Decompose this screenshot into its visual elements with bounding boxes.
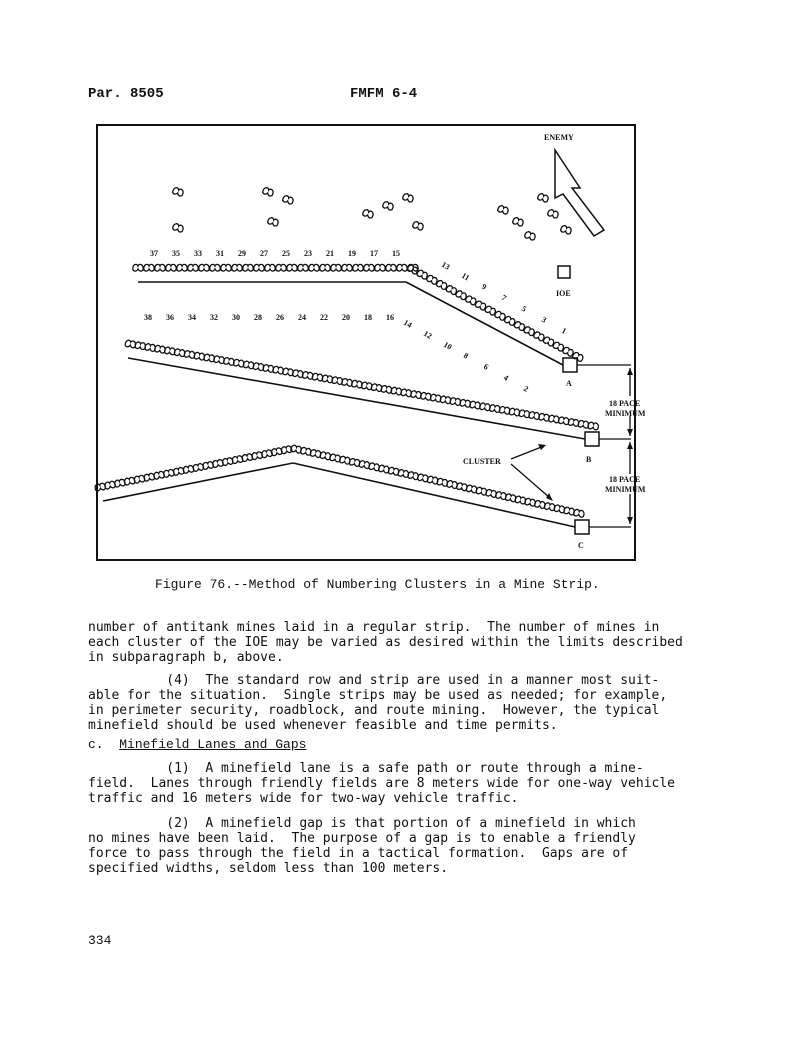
strip-centerline <box>293 463 575 527</box>
mine-cluster <box>271 447 282 456</box>
cluster-number: 33 <box>194 249 202 258</box>
mine-cluster <box>155 264 165 271</box>
cluster-number: 18 <box>364 313 372 322</box>
cluster-number: 30 <box>232 313 240 322</box>
mine-cluster <box>144 473 155 482</box>
mine-cluster <box>386 264 396 271</box>
mine-cluster <box>309 264 319 271</box>
mine-cluster <box>134 475 145 484</box>
mine-cluster <box>188 264 198 271</box>
mine-cluster <box>573 509 584 518</box>
mine-cluster <box>572 351 584 362</box>
mine-cluster <box>199 264 209 271</box>
mine-cluster <box>320 264 330 271</box>
paragraph-gaps: (2) A minefield gap is that portion of a minefield in which no mines have been laid. The purpose of a gap is to enable a friendly force to pass through the field in a tactical formation. Gaps are of specified widths, seldom less than 100 meters. <box>88 816 636 876</box>
strip-centerline <box>406 282 563 365</box>
figure-caption: Figure 76.--Method of Numbering Clusters in a Mine Strip. <box>155 577 600 592</box>
pace-label-2: 18 PACE <box>609 475 641 484</box>
section-title: Minefield Lanes and Gaps <box>119 737 307 752</box>
mine-cluster <box>242 453 253 462</box>
strip-c-marker <box>575 520 589 534</box>
mine-cluster <box>232 264 242 271</box>
mine-cluster <box>173 467 184 476</box>
cluster-number: 21 <box>326 249 334 258</box>
mine-cluster <box>537 193 549 203</box>
cluster-number: 13 <box>440 259 452 272</box>
cluster-number: 16 <box>386 313 394 322</box>
cluster-number: 34 <box>188 313 196 322</box>
cluster-number: 15 <box>392 249 400 258</box>
mine-cluster <box>412 221 424 231</box>
mine-cluster <box>95 483 106 492</box>
cluster-number: 23 <box>304 249 312 258</box>
mine-cluster <box>193 463 204 472</box>
mine-cluster <box>547 209 559 219</box>
strip-centerline <box>128 358 585 439</box>
mine-cluster <box>276 264 286 271</box>
cluster-number: 24 <box>298 313 306 322</box>
cluster-number: 10 <box>442 339 454 352</box>
cluster-number: 29 <box>238 249 246 258</box>
strip-a-label: A <box>566 379 572 388</box>
cluster-number: 35 <box>172 249 180 258</box>
cluster-number: 3 <box>540 314 548 325</box>
cluster-number: 20 <box>342 313 350 322</box>
mine-cluster <box>177 264 187 271</box>
mine-cluster <box>243 264 253 271</box>
paragraph-lanes: (1) A minefield lane is a safe path or route through a mine- field. Lanes through friendly fields are 8 meters wide for one-way vehicle traffic and 16 meters wide for two-way vehicle traffic. <box>88 761 675 806</box>
strip-c-label: C <box>578 541 584 550</box>
cluster-number: 26 <box>276 313 284 322</box>
enemy-label: ENEMY <box>544 133 574 142</box>
mine-cluster <box>232 455 243 464</box>
mine-cluster <box>402 193 414 203</box>
mine-cluster <box>282 195 294 205</box>
cluster-number: 27 <box>260 249 268 258</box>
mine-cluster <box>375 264 385 271</box>
strip-b-label: B <box>586 455 592 464</box>
mine-cluster <box>144 264 154 271</box>
cluster-number: 11 <box>460 270 472 283</box>
mine-cluster <box>172 223 184 233</box>
strip-b-marker <box>585 432 599 446</box>
mine-cluster <box>382 201 394 211</box>
cluster-number: 8 <box>462 350 470 361</box>
mine-cluster <box>153 471 164 480</box>
ioe-label: IOE <box>556 289 571 298</box>
mine-cluster <box>342 264 352 271</box>
mine-cluster <box>331 264 341 271</box>
mine-cluster <box>560 225 572 235</box>
paragraph-continued: number of antitank mines laid in a regular strip. The number of mines in each cluster of the IOE may be varied as desired within the limits described in subparagraph b, above. <box>88 620 683 665</box>
mine-cluster <box>262 187 274 197</box>
cluster-number: 32 <box>210 313 218 322</box>
mine-cluster <box>512 217 524 227</box>
cluster-label: CLUSTER <box>463 457 501 466</box>
mine-cluster <box>287 264 297 271</box>
cluster-number: 17 <box>370 249 378 258</box>
pace-label-1: 18 PACE <box>609 399 641 408</box>
mine-cluster <box>221 264 231 271</box>
cluster-number: 25 <box>282 249 290 258</box>
mine-cluster <box>114 479 125 488</box>
running-header-paragraph: Par. 8505 <box>88 86 164 102</box>
mine-cluster <box>251 451 262 460</box>
mine-cluster <box>133 264 143 271</box>
cluster-number: 5 <box>520 303 528 314</box>
mine-cluster <box>104 481 115 490</box>
mine-cluster <box>172 187 184 197</box>
mine-cluster <box>202 461 213 470</box>
page-number: 334 <box>88 933 112 948</box>
strip-a-marker <box>563 358 577 372</box>
cluster-number: 37 <box>150 249 158 258</box>
minimum-label-1: MINIMUM <box>605 409 646 418</box>
mine-cluster <box>261 449 272 458</box>
mine-cluster <box>222 457 233 466</box>
mine-cluster <box>210 264 220 271</box>
enemy-arrow <box>555 150 604 236</box>
mine-cluster <box>364 264 374 271</box>
mine-cluster <box>588 422 599 430</box>
ioe-marker <box>558 266 570 278</box>
cluster-number: 22 <box>320 313 328 322</box>
mine-cluster <box>265 264 275 271</box>
paragraph-4: (4) The standard row and strip are used in a manner most suit- able for the situation. Single strips may be used as needed; for example, in perimeter security, roadblock, and route mining. However, the typical minefield should be used whenever feasible and time permits. <box>88 673 668 733</box>
mine-cluster <box>163 469 174 478</box>
cluster-number: 2 <box>522 383 530 394</box>
minimum-label-2: MINIMUM <box>605 485 646 494</box>
cluster-number: 1 <box>560 325 568 336</box>
mine-cluster <box>254 264 264 271</box>
section-letter: c. <box>88 737 104 752</box>
mine-cluster <box>212 459 223 468</box>
section-heading-c <box>88 737 688 752</box>
cluster-number: 7 <box>500 292 508 303</box>
mine-cluster <box>353 264 363 271</box>
mine-cluster <box>497 205 509 215</box>
cluster-number: 19 <box>348 249 356 258</box>
cluster-number: 4 <box>502 372 510 383</box>
mine-cluster <box>166 264 176 271</box>
minefield-figure <box>96 124 646 561</box>
cluster-number: 28 <box>254 313 262 322</box>
mine-cluster <box>124 477 135 486</box>
cluster-number: 6 <box>482 361 490 372</box>
mine-cluster <box>397 264 407 271</box>
mine-cluster <box>524 231 536 241</box>
cluster-number: 38 <box>144 313 152 322</box>
cluster-number: 36 <box>166 313 174 322</box>
cluster-number: 14 <box>402 317 414 330</box>
mine-cluster <box>362 209 374 219</box>
mine-cluster <box>267 217 279 227</box>
running-header-manual: FMFM 6-4 <box>350 86 418 102</box>
cluster-number: 31 <box>216 249 224 258</box>
minefield-diagram <box>98 126 646 559</box>
cluster-number: 12 <box>422 328 434 341</box>
cluster-number: 9 <box>480 281 488 292</box>
mine-cluster <box>298 264 308 271</box>
mine-cluster <box>183 465 194 474</box>
